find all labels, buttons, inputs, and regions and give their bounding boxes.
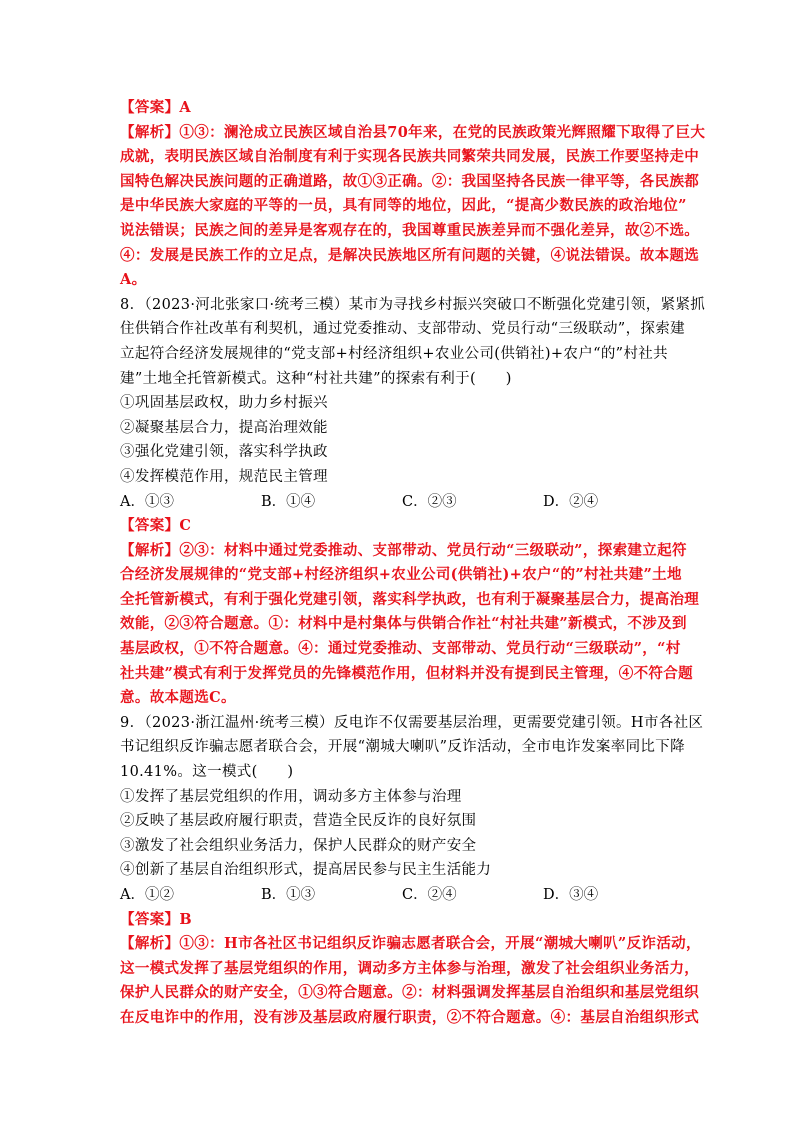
analysis-line: 这一模式发挥了基层党组织的作用，调动多方主体参与治理，激发了社会组织业务活力， [120, 959, 700, 977]
q8-analysis [120, 539, 700, 711]
analysis-line: 合经济发展规律的“党支部+村经济组织+农业公司(供销社)+农户“的”村社共建”土地 [120, 566, 682, 584]
statement: ③激发了社会组织业务活力，保护人民群众的财产安全 [120, 837, 477, 854]
statement: ①发挥了基层党组织的作用，调动多方主体参与治理 [120, 788, 462, 805]
analysis-line: 【解析】②③：材料中通过党委推动、支部带动、党员行动“三级联动”，探索建立起符 [120, 541, 687, 559]
analysis-line: 基层政权，①不符合题意。④：通过党委推动、支部带动、党员行动“三级联动”，“村 [120, 640, 681, 658]
stem-line: 建”土地全托管新模式。这种“村社共建”的探索有利于( ) [120, 370, 512, 387]
option-b: B．①③ [261, 887, 316, 903]
q8-answer: 【答案】C [120, 517, 192, 535]
stem-line: 8．（2023·河北张家口·统考三模）某市为寻找乡村振兴突破口不断强化党建引领，紧紧抓 [120, 296, 706, 313]
stem-line: 书记组织反诈骗志愿者联合会，开展“潮城大喇叭”反诈活动，全市电诈发案率同比下降 [120, 739, 685, 756]
option-b: B．①④ [261, 493, 316, 510]
analysis-line: 保护人民群众的财产安全，①③符合题意。②：材料强调发挥基层自治组织和基层党组织 [120, 984, 700, 1002]
analysis-line: 社共建”模式有利于发挥党员的先锋模范作用，但材料并没有提到民主管理，④不符合题 [120, 664, 693, 682]
document-page [120, 96, 706, 1031]
analysis-line: 说法错误；民族之间的差异是客观存在的，我国尊重民族差异而不强化差异，故②不选。 [120, 221, 700, 239]
q7-analysis [120, 121, 706, 293]
stem-line: 9．（2023·浙江温州·统考三模）反电诈不仅需要基层治理，更需要党建引领。H市各社区 [120, 714, 704, 731]
stem-line: 10.41%。这一模式( ) [120, 764, 294, 781]
statement: ①巩固基层政权，助力乡村振兴 [120, 395, 328, 412]
statement: ④创新了基层自治组织形式，提高居民参与民主生活能力 [120, 862, 492, 879]
analysis-line: 效能，②③符合题意。①：材料中是村集体与供销合作社“村社共建”新模式，不涉及到 [120, 615, 687, 633]
analysis-line: 在反电诈中的作用，没有涉及基层政府履行职责，②不符合题意。④：基层自治组织形式 [120, 1008, 700, 1026]
analysis-line: ④：发展是民族工作的立足点，是解决民族地区所有问题的关键，④说法错误。故本题选 [120, 246, 700, 264]
statement: ②反映了基层政府履行职责，营造全民反诈的良好氛围 [120, 813, 477, 830]
analysis-line: A。 [120, 271, 147, 289]
analysis-line: 成就，表明民族区域自治制度有利于实现各民族共同繁荣共同发展，民族工作要坚持走中 [120, 148, 700, 166]
q9-statements [120, 785, 690, 883]
statement: ③强化党建引领，落实科学执政 [120, 444, 328, 461]
analysis-line: 是中华民族大家庭的平等的一员，具有同等的地位，因此，“提高少数民族的政治地位” [120, 197, 687, 215]
option-d: D．②④ [543, 493, 599, 510]
q8-options [120, 490, 690, 515]
stem-line: 立起符合经济发展规律的“党支部+村经济组织+农业公司(供销社)+农户“的”村社共 [120, 345, 668, 362]
option-c: C．②④ [402, 887, 457, 903]
analysis-line: 意。故本题选C。 [120, 689, 236, 707]
option-a: A．①② [120, 887, 174, 903]
option-c: C．②③ [402, 493, 457, 510]
q9-answer: 【答案】B [120, 910, 193, 928]
q9-options [120, 883, 690, 908]
q9-stem [120, 711, 704, 785]
q9-analysis [120, 932, 701, 1030]
stem-line: 住供销合作社改革有利契机，通过党委推动、支部带动、党员行动“三级联动”，探索建 [120, 321, 685, 338]
q8-statements [120, 391, 690, 489]
analysis-line: 国特色解决民族问题的正确道路，故①③正确。②：我国坚持各民族一律平等，各民族都 [120, 172, 700, 190]
q7-answer: 【答案】A [120, 99, 191, 116]
option-d: D．③④ [543, 887, 599, 903]
analysis-line: 【解析】①③：H市各社区书记组织反诈骗志愿者联合会，开展“潮城大喇叭”反诈活动， [120, 935, 701, 953]
q8-stem [120, 293, 706, 391]
statement: ④发挥模范作用，规范民主管理 [120, 468, 328, 485]
analysis-line: 【解析】①③：澜沧成立民族区域自治县70年来，在党的民族政策光辉照耀下取得了巨大 [120, 123, 706, 141]
statement: ②凝聚基层合力，提高治理效能 [120, 419, 328, 436]
analysis-line: 全托管新模式，有利于强化党建引领，落实科学执政，也有利于凝聚基层合力，提高治理 [120, 590, 700, 608]
option-a: A．①③ [120, 493, 174, 510]
